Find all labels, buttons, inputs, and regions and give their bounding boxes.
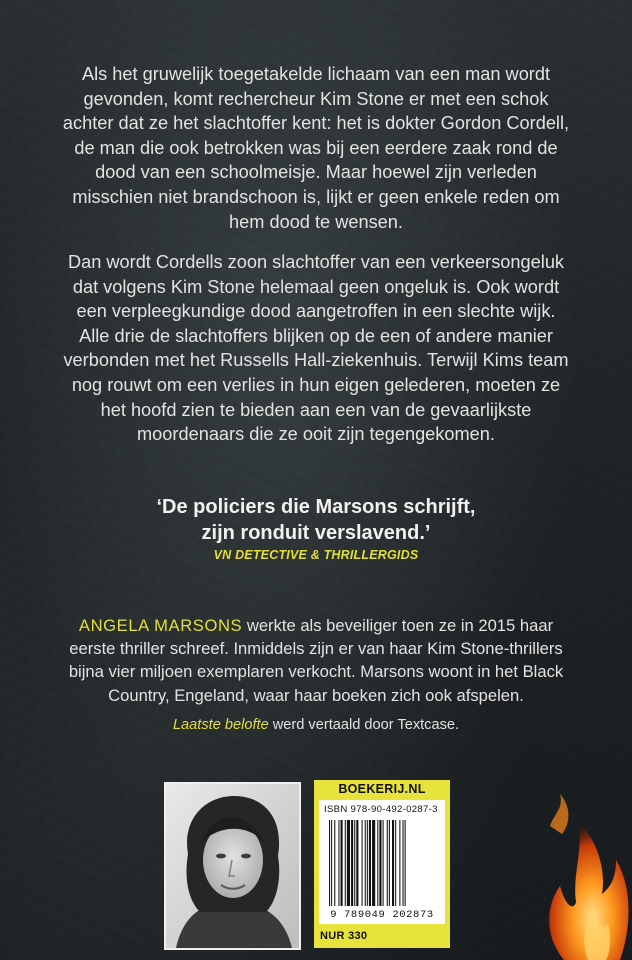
barcode-stripe: [379, 820, 381, 906]
barcode-label: [314, 780, 450, 948]
translation-text: werd vertaald door Textcase.: [268, 717, 460, 733]
barcode-stripe: [356, 820, 358, 906]
review-quote: [40, 494, 592, 546]
author-name: ANGELA MARSONS: [78, 616, 243, 635]
isbn-number: ISBN 978-90-492-0287-3: [324, 804, 438, 815]
barcode-stripe: [331, 820, 332, 906]
book-title: Laatste belofte: [172, 717, 269, 733]
barcode-stripe: [387, 820, 388, 906]
barcode-stripe: [338, 820, 339, 906]
barcode-stripe: [403, 820, 404, 906]
barcode-stripe: [341, 820, 343, 906]
barcode-stripe: [347, 820, 350, 906]
review-quote-line-1: ‘De policiers die Marsons schrijft,: [156, 496, 476, 518]
barcode-stripe: [399, 820, 400, 906]
blurb-paragraph-2: Dan wordt Cordells zoon slachtoffer van een verkeersongeluk dat volgens Kim Stone helemaal geen ongeluk is. Ook wordt een verpleegkundige dood aangetroffen in een slechte wijk. Alle drie de slachtoffers blijken op de een of andere manier verbonden met het Russells Hall-ziekenhuis. Terwijl Kims team nog rouwt om een verlies in hun eigen gelederen, moeten ze het hoofd zien te bieden aan een van de gevaarlijkste moordenaars die ze ooit zijn tegengekomen.: [63, 252, 569, 445]
barcode-stripe: [345, 820, 346, 906]
barcode-stripe: [367, 820, 368, 906]
barcode-stripe: [365, 820, 366, 906]
barcode-stripe: [383, 820, 384, 906]
ean-number: 9 789049 202873: [330, 909, 434, 921]
translation-credit: [66, 717, 566, 733]
author-bio-text: werkte als beveiliger toen ze in 2015 haar eerste thriller schreef. Inmiddels zijn er van haar Kim Stone-thrillers bijna vier miljoen exemplaren verkocht. Marsons woont in het Black Country, Engeland, waar haar boeken zich ook afspelen.: [68, 616, 564, 705]
barcode-stripe: [389, 820, 390, 906]
barcode-stripe: [334, 820, 335, 906]
barcode-stripe: [392, 820, 394, 906]
barcode-stripe: [351, 820, 353, 906]
barcode-stripe: [362, 820, 363, 906]
barcode-panel: [319, 800, 445, 924]
author-photo: [164, 782, 301, 950]
nur-code: NUR 330: [320, 930, 368, 942]
barcode-bars: [329, 820, 435, 906]
barcode-stripe: [329, 820, 330, 906]
barcode-stripe: [405, 820, 406, 906]
review-quote-line-2: zijn ronduit verslavend.’: [201, 522, 431, 544]
author-portrait-illustration: [166, 784, 299, 948]
flame-graphic: [520, 790, 632, 960]
barcode-stripe: [372, 820, 375, 906]
blurb-paragraph-1: Als het gruwelijk toegetakelde lichaam van een man wordt gevonden, komt rechercheur Kim Stone er met een schok achter dat ze het slachtoffer kent: het is dokter Gordon Cordell, de man die ook betrokken was bij een eerdere zaak rond de dood van een schoolmeisje. Maar hoewel zijn verleden misschien niet brandschoon is, lijkt er geen enkele reden om hem dood te wensen.: [62, 64, 570, 232]
barcode-stripe: [354, 820, 355, 906]
publisher-website: BOEKERIJ.NL: [338, 782, 426, 796]
barcode-stripe: [395, 820, 396, 906]
author-bio: [66, 614, 566, 707]
barcode-stripe: [369, 820, 371, 906]
review-source: VN DETECTIVE & THRILLERGIDS: [213, 548, 419, 562]
barcode-stripe: [377, 820, 378, 906]
